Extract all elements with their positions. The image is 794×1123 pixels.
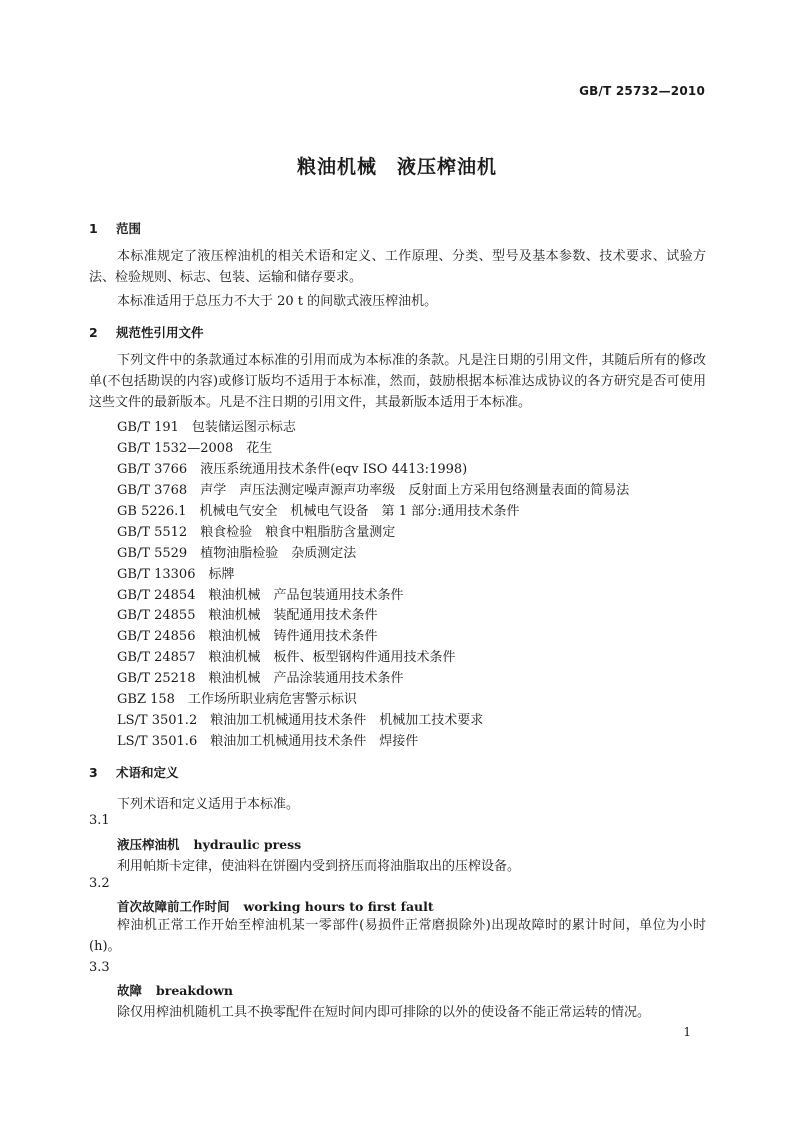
reference-item: GB/T 24857 粮油机械 板件、板型钢构件通用技术条件 — [117, 650, 456, 665]
section-1-paragraph-2: 本标准适用于总压力不大于 20 t 的间歇式液压榨油机。 — [117, 294, 438, 309]
reference-item: GB/T 24854 粮油机械 产品包装通用技术条件 — [117, 588, 404, 603]
term-number: 3.1 — [89, 813, 110, 828]
reference-item: LS/T 3501.6 粮油加工机械通用技术条件 焊接件 — [117, 734, 419, 749]
reference-item: GBZ 158 工作场所职业病危害警示标识 — [117, 692, 357, 707]
section-title: 规范性引用文件 — [116, 325, 204, 340]
term-number: 3.3 — [89, 960, 110, 975]
section-number: 3 — [89, 765, 98, 780]
term-heading — [117, 835, 301, 853]
term-en: working hours to first fault — [243, 899, 434, 914]
term-cn: 首次故障前工作时间 — [117, 899, 230, 914]
reference-item: GB/T 191 包装储运图示标志 — [117, 420, 296, 435]
reference-item: GB/T 1532—2008 花生 — [117, 441, 273, 456]
reference-item: GB/T 24856 粮油机械 铸件通用技术条件 — [117, 629, 378, 644]
term-definition: 榨油机正常工作开始至榨油机某一零部件(易损件正常磨损除外)出现故障时的累计时间，单位为小时(h)。 — [89, 918, 706, 954]
section-number: 2 — [89, 325, 98, 340]
reference-item: GB/T 24855 粮油机械 装配通用技术条件 — [117, 608, 378, 623]
reference-item: GB/T 13306 标牌 — [117, 567, 235, 582]
reference-item: GB 5226.1 机械电气安全 机械电气设备 第 1 部分:通用技术条件 — [117, 504, 520, 519]
term-cn: 故障 — [117, 983, 143, 998]
section-1-paragraph-1: 本标准规定了液压榨油机的相关术语和定义、工作原理、分类、型号及基本参数、技术要求、试验方法、检验规则、标志、包装、运输和储存要求。 — [89, 249, 706, 285]
term-en: hydraulic press — [193, 837, 302, 852]
term-cn: 液压榨油机 — [117, 837, 180, 852]
section-title: 术语和定义 — [116, 765, 179, 780]
reference-item: GB/T 3768 声学 声压法测定噪声源声功率级 反射面上方采用包络测量表面的简易法 — [117, 483, 630, 498]
term-heading — [117, 897, 434, 915]
section-title: 范围 — [116, 221, 142, 236]
section-number: 1 — [89, 221, 98, 236]
section-1-heading — [89, 219, 141, 237]
document-title: 粮油机械 液压榨油机 — [296, 156, 497, 178]
standard-code: GB/T 25732—2010 — [579, 84, 705, 98]
reference-item: GB/T 25218 粮油机械 产品涂装通用技术条件 — [117, 671, 404, 686]
reference-item: LS/T 3501.2 粮油加工机械通用技术条件 机械加工技术要求 — [117, 713, 484, 728]
reference-item: GB/T 5529 植物油脂检验 杂质测定法 — [117, 546, 357, 561]
section-3-heading — [89, 763, 179, 781]
reference-item: GB/T 3766 液压系统通用技术条件(eqv ISO 4413:1998) — [117, 462, 468, 477]
term-definition: 除仅用榨油机随机工具不换零配件在短时间内即可排除的以外的使设备不能正常运转的情况。 — [117, 1005, 651, 1020]
section-3-paragraph: 下列术语和定义适用于本标准。 — [117, 797, 300, 812]
page-number: 1 — [683, 1025, 691, 1039]
term-number: 3.2 — [89, 876, 110, 891]
term-definition: 利用帕斯卡定律，使油料在饼圈内受到挤压而将油脂取出的压榨设备。 — [117, 859, 521, 874]
section-2-paragraph: 下列文件中的条款通过本标准的引用而成为本标准的条款。凡是注日期的引用文件，其随后所有的修改单(不包括勘误的内容)或修订版均不适用于本标准，然而，鼓励根据本标准达成协议的各方研究是否可使用这些文件的最新版本。凡是不注日期的引用文件，其最新版本适用于本标准。 — [89, 353, 706, 410]
term-en: breakdown — [156, 983, 233, 998]
term-heading — [117, 981, 233, 999]
reference-item: GB/T 5512 粮食检验 粮食中粗脂肪含量测定 — [117, 525, 396, 540]
section-2-heading — [89, 323, 204, 341]
